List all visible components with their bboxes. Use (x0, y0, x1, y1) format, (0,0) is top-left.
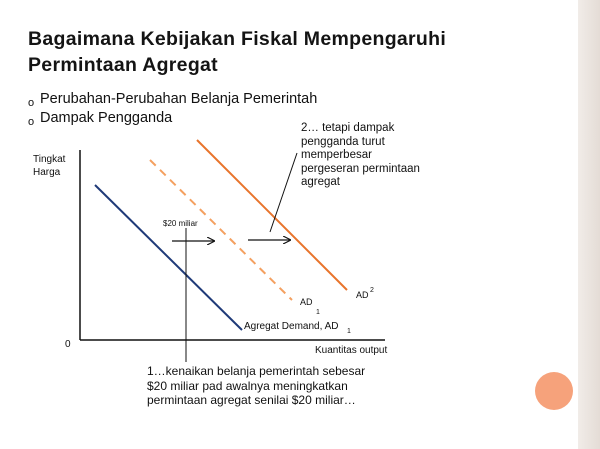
y-axis-label-1: Tingkat (33, 154, 66, 165)
pointer-line-top (270, 153, 297, 232)
note-line: pengganda turut (301, 135, 385, 148)
ad1-label: AD (300, 297, 313, 307)
ad-curve (95, 185, 242, 330)
note-line: permintaan agregat senilai $20 miliar… (147, 393, 356, 407)
note-line: agregat (301, 176, 341, 188)
note-line: pergeseran permintaan (301, 162, 420, 175)
decorative-circle (535, 372, 573, 410)
note-line: 2… tetapi dampak (301, 122, 395, 134)
bullet-marker: o (28, 116, 35, 128)
ad-label-text: Agregat Demand, AD (244, 321, 339, 332)
title-line-2: Permintaan Agregat (28, 54, 218, 76)
x-axis-label: Kuantitas output (315, 345, 388, 356)
note-multiplier (301, 122, 420, 190)
ad-label-subscript: 1 (347, 328, 351, 335)
bullet-marker: o (28, 97, 35, 109)
ad2-label-superscript: 2 (370, 287, 374, 294)
note-line: 1…kenaikan belanja pemerintah sebesar (147, 364, 366, 378)
shift-label: $20 miliar (163, 219, 198, 228)
bullet-text: Dampak Pengganda (40, 110, 173, 126)
ad1-label-subscript: 1 (316, 309, 320, 316)
origin-label: 0 (65, 339, 71, 350)
note-initial-increase (147, 364, 365, 408)
note-line: $20 miliar pad awalnya meningkatkan (147, 378, 348, 393)
title-line-1: Bagaimana Kebijakan Fiskal Mempengaruhi (28, 28, 447, 50)
ad-label (244, 321, 339, 332)
ad2-label: AD (356, 290, 369, 300)
bullet-text: Perubahan-Perubahan Belanja Pemerintah (40, 91, 318, 107)
note-line: memperbesar (301, 149, 372, 161)
y-axis-label-2: Harga (33, 167, 61, 178)
